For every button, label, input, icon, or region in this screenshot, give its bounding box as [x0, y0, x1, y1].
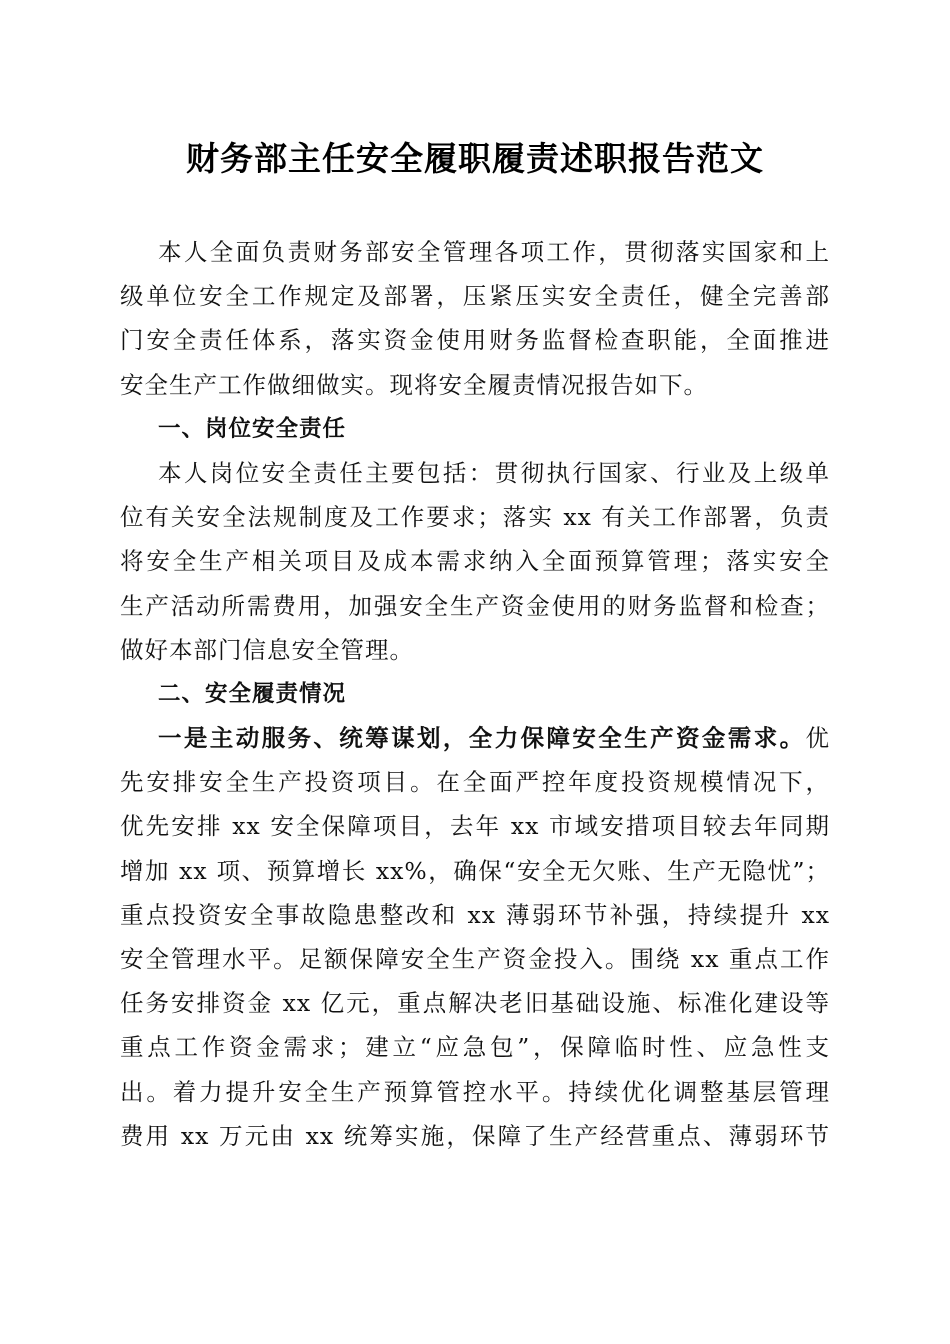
section-heading-2: 二、安全履责情况 [158, 680, 347, 707]
section1-line-2: 位有关安全法规制度及工作要求；落实 xx 有关工作部署，负责 [120, 503, 830, 532]
section2-line-4: 增加 xx 项、预算增长 xx%，确保“安全无欠账、生产无隐忧”； [120, 856, 830, 885]
section1-line-1: 本人岗位安全责任主要包括：贯彻执行国家、行业及上级单 [158, 458, 830, 487]
section1-line-5: 做好本部门信息安全管理。 [120, 635, 414, 664]
section1-line-3: 将安全生产相关项目及成本需求纳入全面预算管理；落实安全 [120, 547, 830, 576]
section2-line-3: 优先安排 xx 安全保障项目，去年 xx 市域安措项目较去年同期 [120, 812, 830, 841]
section1-line-4: 生产活动所需费用，加强安全生产资金使用的财务监督和检查； [120, 591, 830, 620]
section2-line-1 [120, 716, 830, 760]
document-body [120, 230, 830, 1158]
section2-line-2: 先安排安全生产投资项目。在全面严控年度投资规模情况下， [120, 768, 830, 797]
section2-line-10: 费用 xx 万元由 xx 统筹实施，保障了生产经营重点、薄弱环节 [120, 1121, 830, 1150]
intro-line-4: 安全生产工作做细做实。现将安全履责情况报告如下。 [120, 370, 708, 399]
section-heading-1: 一、岗位安全责任 [158, 415, 347, 442]
document-title: 财务部主任安全履职履责述职报告范文 [186, 139, 764, 178]
section2-line-8: 重点工作资金需求；建立“应急包”，保障临时性、应急性支 [120, 1033, 830, 1062]
intro-line-2: 级单位安全工作规定及部署，压紧压实安全责任，健全完善部 [120, 282, 830, 311]
section2-line-5: 重点投资安全事故隐患整改和 xx 薄弱环节补强，持续提升 xx [120, 900, 830, 929]
section2-line-7: 任务安排资金 xx 亿元，重点解决老旧基础设施、标准化建设等 [120, 989, 830, 1018]
section2-line-6: 安全管理水平。足额保障安全生产资金投入。围绕 xx 重点工作 [120, 945, 830, 973]
section2-line-1-rest: 优 [805, 724, 830, 753]
section2-lead-sentence: 一是主动服务、统筹谋划，全力保障安全生产资金需求。 [158, 724, 806, 753]
intro-line-3: 门安全责任体系，落实资金使用财务监督检查职能，全面推进 [120, 326, 830, 355]
section2-line-9: 出。着力提升安全生产预算管控水平。持续优化调整基层管理 [120, 1077, 830, 1106]
intro-line-1: 本人全面负责财务部安全管理各项工作，贯彻落实国家和上 [158, 238, 830, 266]
